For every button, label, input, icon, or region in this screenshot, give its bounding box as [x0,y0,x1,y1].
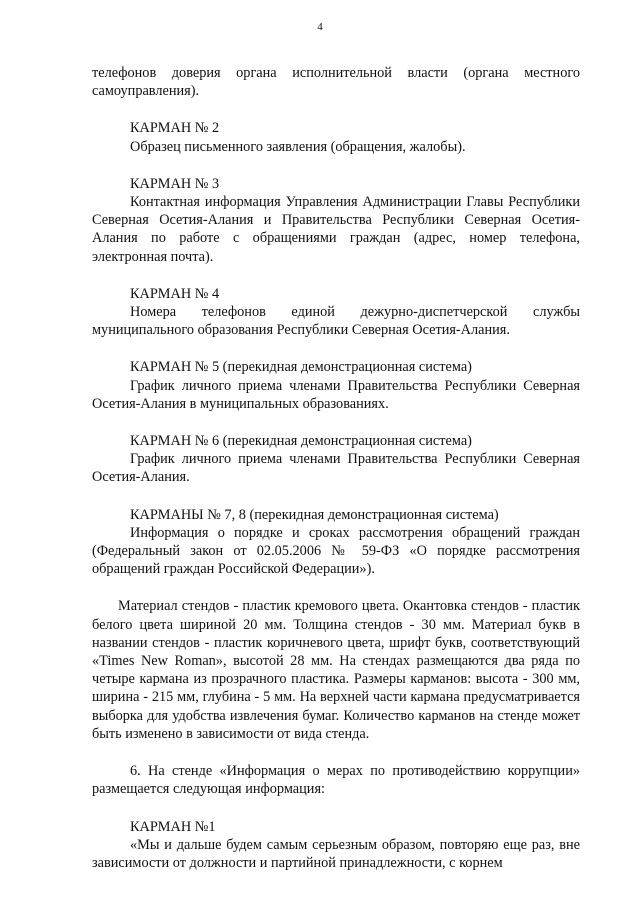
pocket-6-text: График личного приема членами Правительства Республики Северная Осетия-Алания. [92,451,580,486]
pocket-4-text: Номера телефонов единой дежурно-диспетчерской службы муниципального образования Республики Северная Осетия-Алания. [92,304,580,339]
page-number: 4 [317,21,323,33]
pocket-2-text: Образец письменного заявления (обращения, жалобы). [130,138,466,155]
document-body [92,64,580,872]
pocket-1-title: КАРМАН №1 [130,818,216,835]
pocket-3-title: КАРМАН № 3 [130,175,220,192]
pocket-3-text: Контактная информация Управления Администрации Главы Республики Северная Осетия-Алания и Правительства Республики Северная Осетия-Алания по работе с обращениями граждан (адрес, номер телефона, электронная почта). [92,194,580,265]
pocket-4-title: КАРМАН № 4 [130,285,220,302]
pocket-1-text: «Мы и дальше будем самым серьезным образом, повторяю еще раз, вне зависимости от должности и партийной принадлежности, с корнем [92,836,580,871]
intro-paragraph: телефонов доверия органа исполнительной власти (органа местного самоуправления). [92,65,580,100]
pocket-5-title: КАРМАН № 5 (перекидная демонстрационная система) [130,359,472,376]
pocket-5-text: График личного приема членами Правительства Республики Северная Осетия-Алания в муниципальных образованиях. [92,377,580,412]
pocket-6-title: КАРМАН № 6 (перекидная демонстрационная система) [130,433,472,450]
pockets-7-8-title: КАРМАНЫ № 7, 8 (перекидная демонстрационная система) [130,506,499,523]
material-paragraph: Материал стендов - пластик кремового цвета. Окантовка стендов - пластик белого цвета шириной 20 мм. Толщина стендов - 30 мм. Материал букв в названии стендов - пластик коричневого цвета, шрифт букв, соответствующий «Times New Roman», высотой 28 мм. На стендах размещаются два ряда по четыре кармана из прозрачного пластика. Размеры карманов: высота - 300 мм, ширина - 215 мм, глубина - 5 мм. На верхней части кармана предусматривается выборка для удобства извлечения бумаг. Количество карманов на стенде может быть изменено в зависимости от вида стенда. [92,598,580,742]
pocket-2-title: КАРМАН № 2 [130,120,220,137]
section-6-paragraph: 6. На стенде «Информация о мерах по противодействию коррупции» размещается следующая информация: [92,763,580,798]
pockets-7-8-text: Информация о порядке и сроках рассмотрения обращений граждан (Федеральный закон от 02.05.2006 № 59-ФЗ «О порядке рассмотрения обращений граждан Российской Федерации»). [92,524,580,578]
